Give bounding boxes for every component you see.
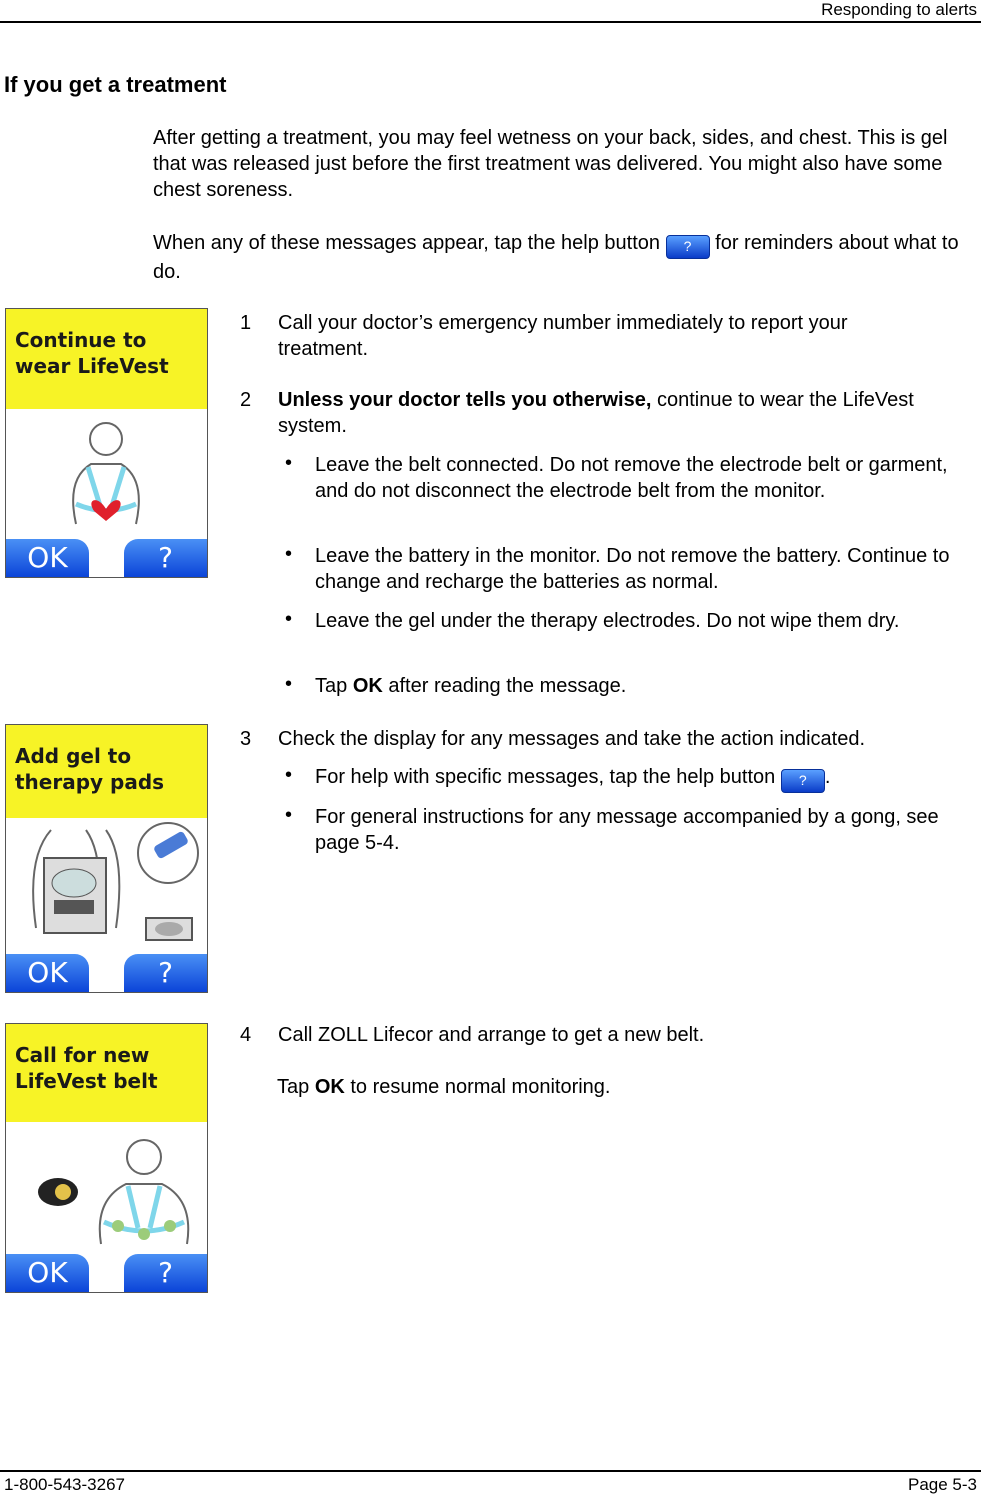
footer-page-number: Page 5-3: [908, 1475, 977, 1494]
section-title: If you get a treatment: [4, 72, 227, 97]
screen-message-title: Add gel to therapy pads: [15, 744, 165, 794]
bullet-text: [315, 764, 965, 793]
bullet-text-main: For help with specific messages, tap the help button: [315, 766, 776, 788]
step-text: Call your doctor’s emergency number immediately to report your treatment.: [278, 312, 848, 360]
step-2: [240, 387, 940, 439]
step-3: [240, 726, 965, 752]
patient-vest-heart-illustration: [6, 409, 207, 539]
screen-ok-button: OK: [6, 539, 89, 577]
bullet-text: Leave the gel under the therapy electrodes. Do not wipe them dry.: [315, 610, 900, 632]
bullet-glyph: •: [285, 804, 293, 826]
phone-and-belt-illustration: [6, 1122, 207, 1252]
bullet-glyph: •: [285, 764, 293, 786]
step-text: Check the display for any messages and take the action indicated.: [278, 728, 866, 750]
step-1: [240, 310, 940, 362]
screen-call-for-new-belt: [5, 1023, 208, 1293]
step-4-tap-ok: [277, 1074, 957, 1100]
step-number: 4: [240, 1024, 252, 1046]
tap-text-pre: Tap: [277, 1076, 315, 1098]
step-text: [278, 387, 938, 439]
intro-paragraph: After getting a treatment, you may feel wetness on your back, sides, and chest. This is gel that was released just before the first treatment was delivered. You might also have some chest soreness.: [153, 127, 948, 201]
bullet-text: For general instructions for any message accompanied by a gong, see page 5-4.: [315, 806, 939, 854]
help-button-icon: ?: [666, 235, 710, 259]
screen-continue-to-wear: [5, 308, 208, 578]
screen-add-gel: [5, 724, 208, 993]
header-rule: [0, 21, 981, 23]
screen-ok-button: OK: [6, 954, 89, 992]
intro-help-text-before: When any of these messages appear, tap the help button: [153, 232, 661, 254]
step-emphasis: Unless your doctor tells you otherwise,: [278, 389, 652, 411]
step-text-rest: continue to wear the LifeVest system.: [278, 389, 914, 437]
bullet-glyph: •: [285, 543, 293, 565]
tap-ok-emphasis: OK: [314, 1076, 345, 1098]
step-4: [240, 1022, 940, 1048]
bullet-text-post: after reading the message.: [382, 675, 627, 697]
bullet-glyph: •: [285, 673, 293, 695]
intro-help-paragraph: [153, 230, 968, 285]
bullet-suffix: .: [824, 766, 831, 788]
bullet-ok-emphasis: OK: [352, 675, 383, 697]
screen-ok-button: OK: [6, 1254, 89, 1292]
bullet-text-pre: Tap: [315, 675, 353, 697]
tap-text-post: to resume normal monitoring.: [344, 1076, 611, 1098]
screen-message-title: Call for new LifeVest belt: [15, 1043, 158, 1093]
bullet-glyph: •: [285, 608, 293, 630]
step-number: 3: [240, 728, 252, 750]
step-number: 2: [240, 389, 252, 411]
footer-rule: [0, 1470, 981, 1472]
screen-help-button: ?: [124, 539, 207, 577]
bullet-glyph: •: [285, 452, 293, 474]
screen-message-title: Continue to wear LifeVest: [15, 328, 169, 378]
help-button-icon: ?: [781, 769, 825, 793]
running-header: Responding to alerts: [821, 0, 977, 19]
screen-help-button: ?: [124, 1254, 207, 1292]
bullet-text: [315, 673, 965, 699]
step-number: 1: [240, 312, 252, 334]
gel-pads-illustration: [6, 818, 207, 953]
footer-phone: 1-800-543-3267: [4, 1475, 125, 1494]
bullet-text: Leave the belt connected. Do not remove the electrode belt or garment, and do not disconnect the electrode belt from the monitor.: [315, 454, 948, 502]
intro-help-text-after: for reminders about what to do.: [153, 232, 959, 283]
step-text: Call ZOLL Lifecor and arrange to get a new belt.: [278, 1024, 705, 1046]
screen-help-button: ?: [124, 954, 207, 992]
bullet-text: Leave the battery in the monitor. Do not remove the battery. Continue to change and recharge the batteries as normal.: [315, 545, 950, 593]
